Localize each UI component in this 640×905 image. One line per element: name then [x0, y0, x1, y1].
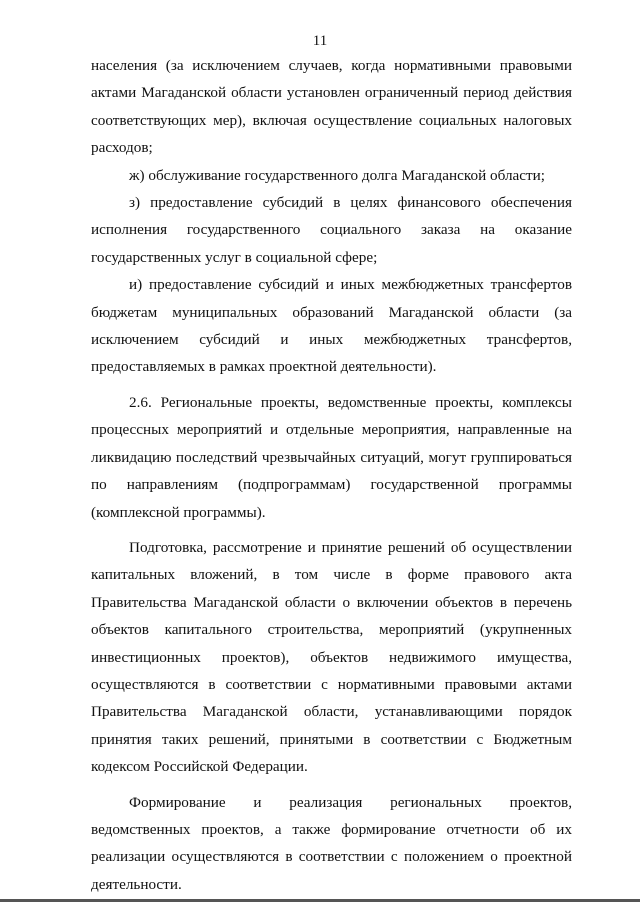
paragraph-2-6: 2.6. Региональные проекты, ведомственные проекты, комплексы процессных мероприятий и отдельные мероприятия, направленные на ликвидацию последствий чрезвычайных ситуаций, могут группироваться по направлениям (подпрограммам) государственной программы (комплексной программы).: [91, 393, 572, 521]
paragraph-project-formation: Формирование и реализация региональных проектов, ведомственных проектов, а также формирование отчетности об их реализации осуществляются в соответствии с положением о проектной деятельности.: [91, 793, 572, 893]
page-number: 11: [312, 33, 328, 49]
document-body: [91, 52, 572, 898]
paragraph-item-zh: ж) обслуживание государственного долга Магаданской области;: [129, 166, 545, 184]
paragraph-item-z: з) предоставление субсидий в целях финансового обеспечения исполнения государственного социального заказа на оказание государственных услуг в социальной сфере;: [91, 194, 572, 266]
paragraph-continuation: населения (за исключением случаев, когда нормативными правовыми актами Магаданской области установлен ограниченный период действия соответствующих мер), включая осуществление социальных налоговых расходов;: [91, 57, 572, 157]
bottom-scan-edge: [0, 899, 640, 902]
paragraph-item-i: и) предоставление субсидий и иных межбюджетных трансфертов бюджетам муниципальных образований Магаданской области (за исключением субсидий и иных межбюджетных трансфертов, предоставляемых в рамках проектной деятельности).: [91, 276, 572, 376]
paragraph-capital-investments: Подготовка, рассмотрение и принятие решений об осуществлении капитальных вложений, в том числе в форме правового акта Правительства Магаданской области о включении объектов в перечень объектов капитального строительства, мероприятий (укрупненных инвестиционных проектов), объектов недвижимого имущества, осуществляются в соответствии с нормативными правовыми актами Правительства Магаданской области, устанавливающими порядок принятия таких решений, принятыми в соответствии с Бюджетным кодексом Российской Федерации.: [91, 538, 572, 776]
